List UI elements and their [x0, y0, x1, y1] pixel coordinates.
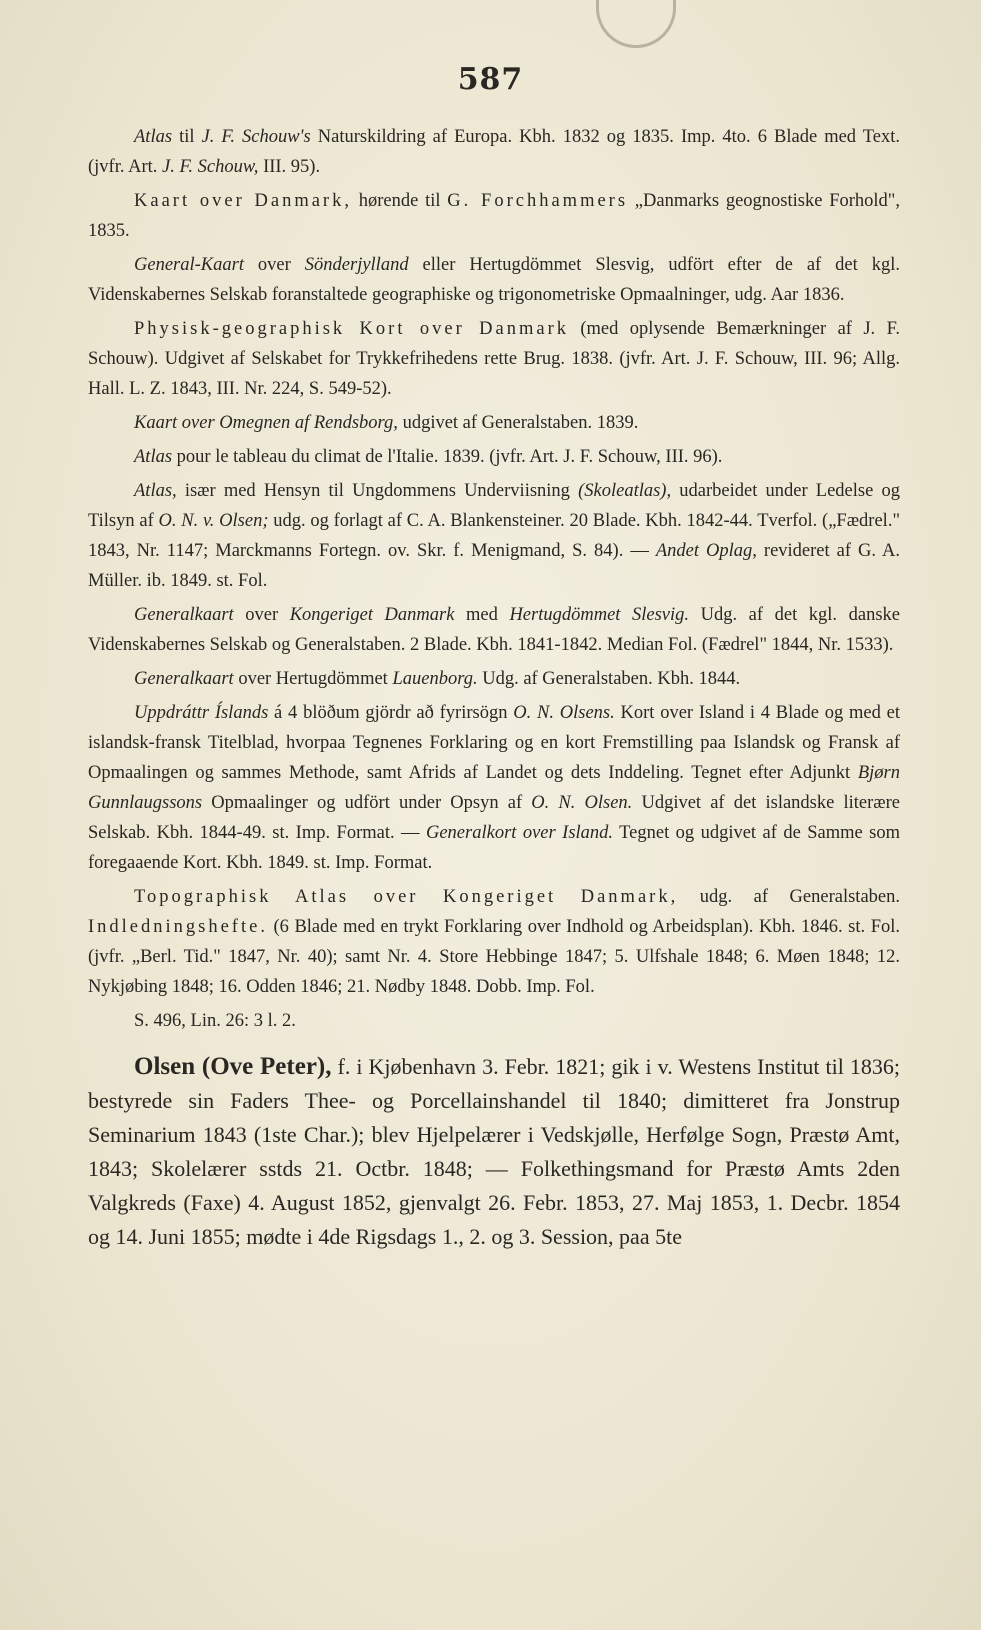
italic-text: Bjørn Gunnlaugssons: [88, 763, 900, 813]
entry-text: revideret af G. A. Müller. ib. 1849. st. Fol.: [88, 541, 901, 591]
entry-text: (med oplysende Bemærkninger af J. F. Schouw). Udgivet af Selskabet for Trykkefrihedens rette Brug. 1838. (jvfr. Art. J. F. Schouw, III. 96; Allg. Hall. L. Z. 1843, III. Nr. 224, S. 549-52).: [88, 319, 900, 399]
entry-text: Udgivet af det islandske literære Selskab. Kbh. 1844-49. st. Imp. Format. —: [88, 793, 900, 843]
italic-text: J. F. Schouw,: [162, 157, 259, 177]
italic-text: Atlas: [134, 447, 173, 467]
italic-text: General-Kaart: [134, 255, 244, 275]
page-number: 587: [457, 62, 524, 97]
bibliography-entry: [88, 600, 900, 660]
bibliography-entry: [88, 476, 900, 596]
bibliography-entry: [88, 314, 900, 404]
entry-text: III. 95).: [258, 157, 321, 177]
italic-text: J. F. Schouw's: [201, 127, 311, 147]
entry-text: (6 Blade med en trykt Forklaring over Indhold og Arbeidsplan). Kbh. 1846. st. Fol. (jvfr. „Berl. Tid." 1847, Nr. 40); samt Nr. 4. Store Hebbinge 1847; 5. Ulfshale 1848; 6. Møen 1848; 12. Nykjøbing 1848; 16. Odden 1846; 21. Nødby 1848. Dobb. Imp. Fol.: [88, 917, 900, 997]
italic-text: O. N. Olsen.: [531, 793, 633, 813]
bibliography-entry: [88, 186, 900, 246]
italic-text: Uppdráttr Íslands: [134, 703, 269, 723]
bibliography-entry: [88, 408, 900, 438]
entry-text: hørende til: [351, 191, 448, 211]
spaced-text: Kaart over Danmark,: [134, 191, 352, 211]
italic-text: O. N. Olsens.: [513, 703, 615, 723]
italic-text: Hertugdömmet Slesvig.: [509, 605, 690, 625]
bibliography-entry: [88, 122, 900, 182]
entry-text: á 4 blöðum gjördr að fyrirsögn: [268, 703, 514, 723]
italic-text: Kaart over Omegnen af Rendsborg,: [134, 413, 398, 433]
spaced-text: Topographisk Atlas over Kongeriget Danmark,: [134, 887, 679, 907]
entry-text: Udg. af det kgl. danske Videnskabernes Selskab og Generalstaben. 2 Blade. Kbh. 1841-1842. Median Fol. (Fædrel" 1844, Nr. 1533).: [88, 605, 901, 655]
italic-text: Andet Oplag,: [655, 541, 757, 561]
page-content: [88, 122, 900, 1276]
biography-paragraph: [88, 1050, 900, 1254]
spaced-text: G. Forchhammers: [447, 191, 629, 211]
italic-text: O. N. v. Olsen;: [158, 511, 269, 531]
spaced-text: Physisk-geographisk Kort over Danmark: [134, 319, 569, 339]
bibliography-entry: [88, 442, 900, 472]
entry-text: Opmaalinger og udfört under Opsyn af: [202, 793, 532, 813]
entry-text: pour le tableau du climat de l'Italie. 1839. (jvfr. Art. J. F. Schouw, III. 96).: [172, 447, 723, 467]
italic-text: Atlas: [134, 127, 173, 147]
page-notch: [596, 0, 676, 48]
italic-text: Lauenborg.: [392, 669, 478, 689]
bibliography-entry: [88, 250, 900, 310]
bibliography-entry: [88, 1006, 900, 1036]
entry-text: udgivet af Generalstaben. 1839.: [397, 413, 639, 433]
entry-text: til: [172, 127, 202, 147]
entry-text: med: [454, 605, 510, 625]
biography-text: f. i Kjøbenhavn 3. Febr. 1821; gik i v. Westens Institut til 1836; bestyrede sin Faders Thee- og Porcellainshandel til 1840; dimitteret fra Jonstrup Seminarium 1843 (1ste Char.); blev Hjelpelærer i Vedskjølle, Herfølge Sogn, Præstø Amt, 1843; Skolelærer sstds 21. Octbr. 1848; — Folkethingsmand for Præstø Amts 2den Valgkreds (Faxe) 4. August 1852, gjenvalgt 26. Febr. 1853, 27. Maj 1853, 1. Decbr. 1854 og 14. Juni 1855; mødte i 4de Rigsdags 1., 2. og 3. Session, paa 5te: [88, 1054, 900, 1249]
entry-text: „Danmarks geognostiske Forhold", 1835.: [88, 191, 900, 241]
entry-text: udarbeidet under Ledelse og Tilsyn af: [88, 481, 900, 531]
bibliography-entries: [88, 122, 900, 1036]
bibliography-entry: [88, 698, 900, 878]
entry-text: over Hertugdömmet: [233, 669, 393, 689]
entry-text: Tegnet og udgivet af de Samme som foregaaende Kort. Kbh. 1849. st. Imp. Format.: [88, 823, 900, 873]
italic-text: Kongeriget Danmark: [289, 605, 455, 625]
bibliography-entry: [88, 664, 900, 694]
biography-name: Olsen (Ove Peter),: [134, 1053, 332, 1080]
entry-text: eller Hertugdömmet Slesvig, udfört efter de af det kgl. Videnskabernes Selskab foranstaltede geographiske og trigonometriske Opmaalninger, udg. Aar 1836.: [88, 255, 901, 305]
entry-text: over: [233, 605, 290, 625]
italic-text: Generalkaart: [134, 669, 234, 689]
entry-text: udg. og forlagt af C. A. Blankensteiner. 20 Blade. Kbh. 1842-44. Tverfol. („Fædrel." 1843, Nr. 1147; Marckmanns Fortegn. ov. Skr. f. Menigmand, S. 84). —: [88, 511, 900, 561]
entry-text: over: [243, 255, 305, 275]
entry-text: især med Hensyn til Ungdommens Underviisning: [176, 481, 579, 501]
entry-text: udg. af Generalstaben.: [678, 887, 900, 907]
bibliography-entry: [88, 882, 900, 1002]
spaced-text: Indledningshefte.: [88, 917, 268, 937]
entry-text: Kort over Island i 4 Blade og med et islandsk-fransk Titelblad, hvorpaa Tegnenes Forklaring og en kort Fremstilling paa Islandsk og Fransk af Opmaalingen og sammes Methode, samt Afrids af Landet og dets Inddeling. Tegnet efter Adjunkt: [88, 703, 900, 783]
italic-text: Atlas,: [134, 481, 177, 501]
italic-text: Generalkort over Island.: [425, 823, 614, 843]
entry-text: S. 496, Lin. 26: 3 l. 2.: [134, 1011, 296, 1031]
entry-text: Udg. af Generalstaben. Kbh. 1844.: [477, 669, 741, 689]
entry-text: Naturskildring af Europa. Kbh. 1832 og 1835. Imp. 4to. 6 Blade med Text. (jvfr. Art.: [88, 127, 900, 177]
italic-text: Sönderjylland: [304, 255, 409, 275]
italic-text: Generalkaart: [134, 605, 234, 625]
italic-text: (Skoleatlas),: [578, 481, 672, 501]
